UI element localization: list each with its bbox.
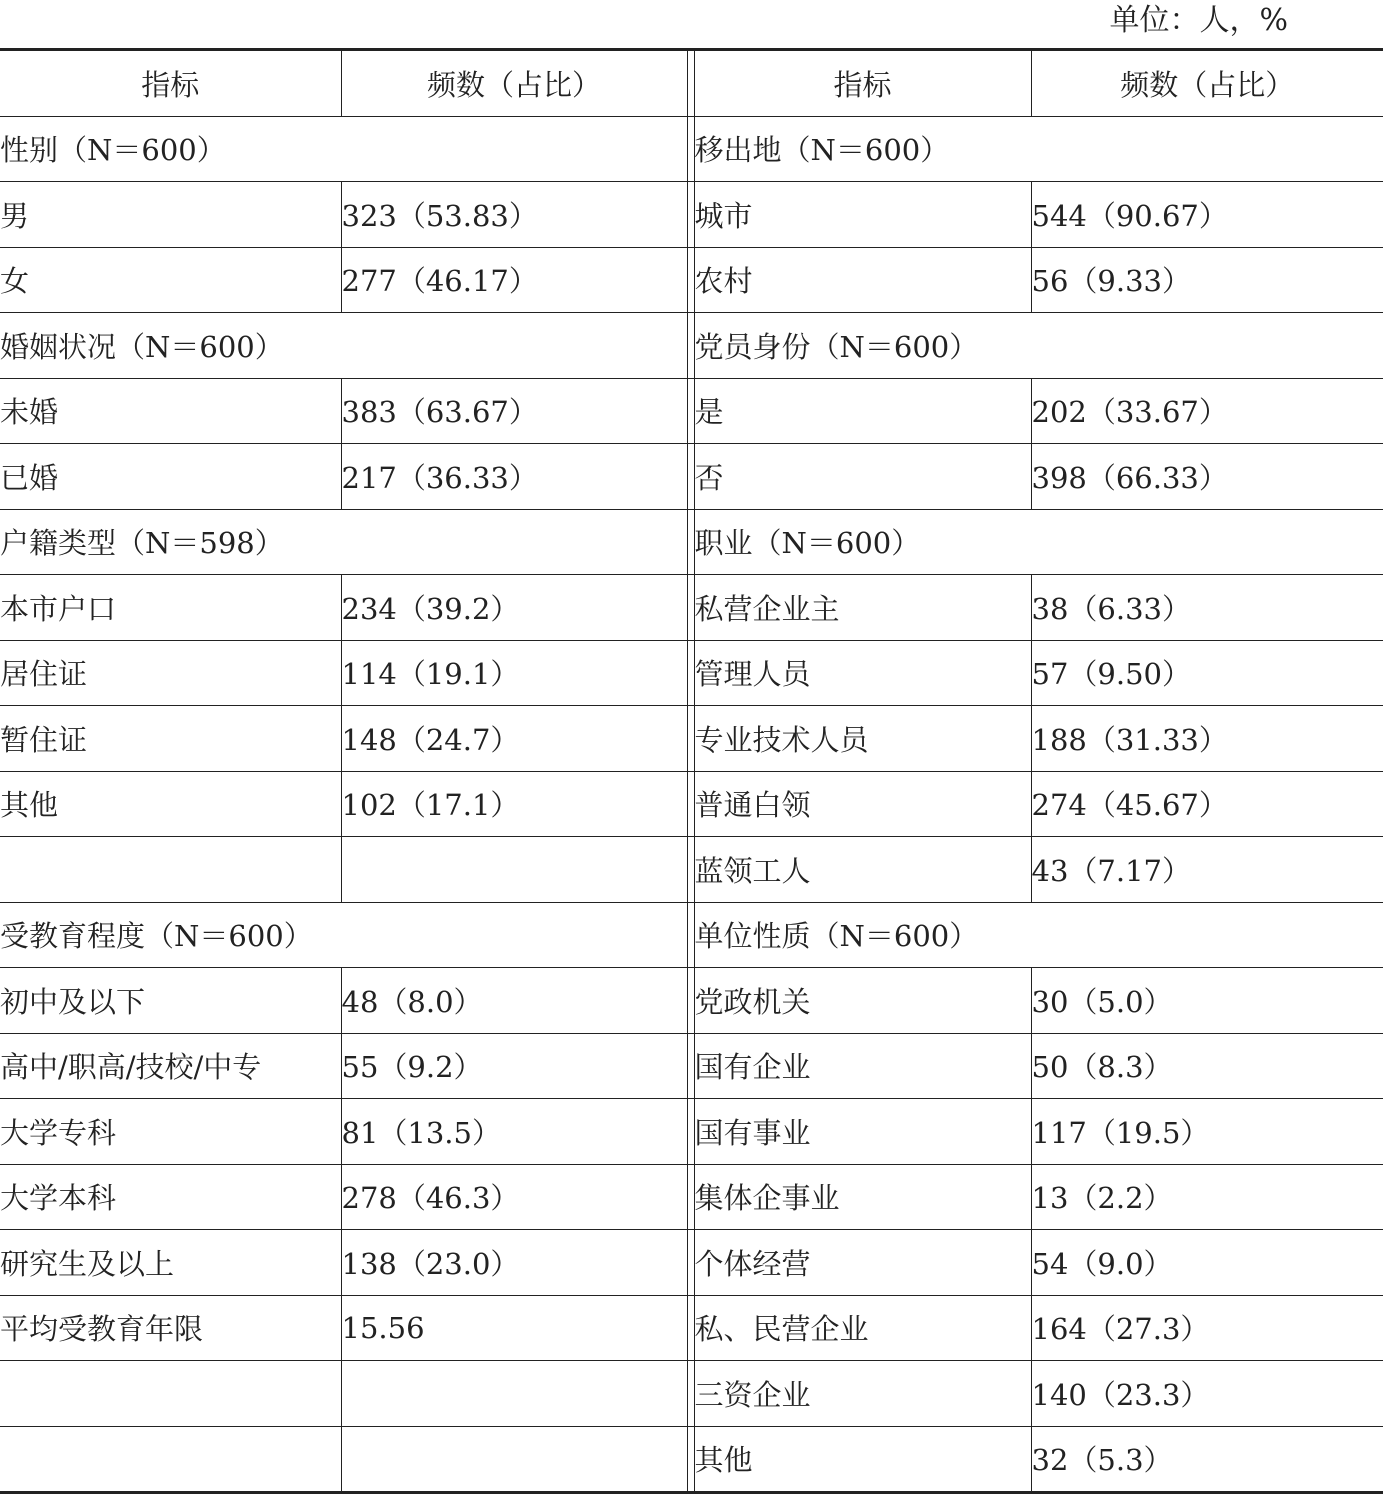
right-item-value: 164（27.3）: [1031, 1295, 1383, 1361]
left-item-label: 未婚: [0, 378, 341, 444]
left-item-value: 81（13.5）: [341, 1099, 687, 1165]
right-section-header: 职业（N＝600）: [694, 509, 1383, 575]
right-item-value: 274（45.67）: [1031, 771, 1383, 837]
right-section-header: 党员身份（N＝600）: [694, 313, 1383, 379]
column-divider: [687, 1033, 694, 1099]
left-item-value: 48（8.0）: [341, 968, 687, 1034]
right-item-value: 13（2.2）: [1031, 1164, 1383, 1230]
right-item-value: 38（6.33）: [1031, 575, 1383, 641]
left-item-value: 55（9.2）: [341, 1033, 687, 1099]
left-empty-label: [0, 1361, 341, 1427]
table-row: [0, 509, 1383, 575]
left-section-header: 婚姻状况（N＝600）: [0, 313, 687, 379]
column-divider: [687, 902, 694, 968]
column-divider: [687, 771, 694, 837]
left-empty-value: [341, 837, 687, 903]
table-row: [0, 771, 1383, 837]
left-item-value: 102（17.1）: [341, 771, 687, 837]
right-section-header: 移出地（N＝600）: [694, 116, 1383, 182]
left-item-label: 男: [0, 182, 341, 248]
left-item-label: 女: [0, 247, 341, 313]
column-divider: [687, 182, 694, 248]
table-row: [0, 1426, 1383, 1493]
table-row: [0, 1361, 1383, 1427]
column-divider: [687, 116, 694, 182]
header-right-frequency: 频数（占比）: [1031, 50, 1383, 117]
left-item-label: 平均受教育年限: [0, 1295, 341, 1361]
right-item-label: 其他: [694, 1426, 1031, 1493]
left-item-label: 大学本科: [0, 1164, 341, 1230]
left-item-value: 138（23.0）: [341, 1230, 687, 1296]
column-divider: [687, 968, 694, 1034]
right-item-value: 140（23.3）: [1031, 1361, 1383, 1427]
table-row: [0, 1230, 1383, 1296]
table-row: [0, 902, 1383, 968]
table-row: [0, 575, 1383, 641]
left-empty-label: [0, 837, 341, 903]
table-row: [0, 968, 1383, 1034]
right-item-label: 私、民营企业: [694, 1295, 1031, 1361]
right-item-label: 私营企业主: [694, 575, 1031, 641]
header-left-indicator: 指标: [141, 67, 200, 102]
column-divider: [687, 837, 694, 903]
column-divider: [687, 1230, 694, 1296]
table-body: [0, 50, 1383, 1493]
right-item-value: 117（19.5）: [1031, 1099, 1383, 1165]
left-item-value: 114（19.1）: [341, 640, 687, 706]
table-row: [0, 182, 1383, 248]
header-row: [0, 50, 1383, 117]
right-item-value: 43（7.17）: [1031, 837, 1383, 903]
table-row: [0, 247, 1383, 313]
table-row: [0, 706, 1383, 772]
right-item-value: 544（90.67）: [1031, 182, 1383, 248]
left-item-label: 本市户口: [0, 575, 341, 641]
left-item-label: 大学专科: [0, 1099, 341, 1165]
table-row: [0, 640, 1383, 706]
right-item-value: 30（5.0）: [1031, 968, 1383, 1034]
table-row: [0, 1099, 1383, 1165]
statistics-table: [0, 48, 1383, 1494]
column-divider: [687, 378, 694, 444]
table-row: [0, 378, 1383, 444]
left-item-value: 323（53.83）: [341, 182, 687, 248]
column-divider: [687, 509, 694, 575]
right-item-label: 专业技术人员: [694, 706, 1031, 772]
table-row: [0, 1033, 1383, 1099]
right-item-value: 57（9.50）: [1031, 640, 1383, 706]
column-divider: [687, 706, 694, 772]
column-divider: [687, 444, 694, 510]
left-empty-value: [341, 1426, 687, 1493]
left-section-header: 受教育程度（N＝600）: [0, 902, 687, 968]
left-item-value: 383（63.67）: [341, 378, 687, 444]
table-row: [0, 1295, 1383, 1361]
right-item-label: 普通白领: [694, 771, 1031, 837]
column-divider: [687, 313, 694, 379]
right-item-label: 城市: [694, 182, 1031, 248]
left-item-label: 已婚: [0, 444, 341, 510]
left-empty-value: [341, 1361, 687, 1427]
right-item-value: 50（8.3）: [1031, 1033, 1383, 1099]
left-item-value: 234（39.2）: [341, 575, 687, 641]
right-item-value: 398（66.33）: [1031, 444, 1383, 510]
left-item-label: 其他: [0, 771, 341, 837]
table-row: [0, 444, 1383, 510]
column-divider: [687, 1164, 694, 1230]
column-divider: [687, 1361, 694, 1427]
column-divider: [687, 50, 694, 117]
left-section-header: 户籍类型（N＝598）: [0, 509, 687, 575]
right-item-label: 国有企业: [694, 1033, 1031, 1099]
unit-note: 单位：人，%: [1109, 3, 1288, 38]
right-section-header: 单位性质（N＝600）: [694, 902, 1383, 968]
right-item-value: 56（9.33）: [1031, 247, 1383, 313]
right-item-label: 农村: [694, 247, 1031, 313]
right-item-label: 国有事业: [694, 1099, 1031, 1165]
right-item-label: 蓝领工人: [694, 837, 1031, 903]
left-item-value: 148（24.7）: [341, 706, 687, 772]
right-item-label: 否: [694, 444, 1031, 510]
right-item-value: 188（31.33）: [1031, 706, 1383, 772]
left-item-label: 研究生及以上: [0, 1230, 341, 1296]
left-section-header: 性别（N＝600）: [0, 116, 687, 182]
right-item-label: 三资企业: [694, 1361, 1031, 1427]
left-item-value: 277（46.17）: [341, 247, 687, 313]
left-item-label: 初中及以下: [0, 968, 341, 1034]
left-empty-label: [0, 1426, 341, 1493]
header-right-indicator: 指标: [833, 67, 892, 102]
right-item-label: 集体企事业: [694, 1164, 1031, 1230]
table-row: [0, 116, 1383, 182]
left-item-value: 278（46.3）: [341, 1164, 687, 1230]
left-item-value: 15.56: [341, 1295, 687, 1361]
left-item-label: 高中/职高/技校/中专: [0, 1033, 341, 1099]
column-divider: [687, 247, 694, 313]
left-item-label: 居住证: [0, 640, 341, 706]
table-row: [0, 1164, 1383, 1230]
right-item-value: 32（5.3）: [1031, 1426, 1383, 1493]
column-divider: [687, 1426, 694, 1493]
column-divider: [687, 1099, 694, 1165]
right-item-value: 202（33.67）: [1031, 378, 1383, 444]
table-row: [0, 313, 1383, 379]
left-item-label: 暂住证: [0, 706, 341, 772]
right-item-label: 是: [694, 378, 1031, 444]
right-item-label: 管理人员: [694, 640, 1031, 706]
right-item-value: 54（9.0）: [1031, 1230, 1383, 1296]
header-left-frequency: 频数（占比）: [341, 50, 687, 117]
column-divider: [687, 640, 694, 706]
table-row: [0, 837, 1383, 903]
left-item-value: 217（36.33）: [341, 444, 687, 510]
column-divider: [687, 1295, 694, 1361]
right-item-label: 个体经营: [694, 1230, 1031, 1296]
column-divider: [687, 575, 694, 641]
right-item-label: 党政机关: [694, 968, 1031, 1034]
